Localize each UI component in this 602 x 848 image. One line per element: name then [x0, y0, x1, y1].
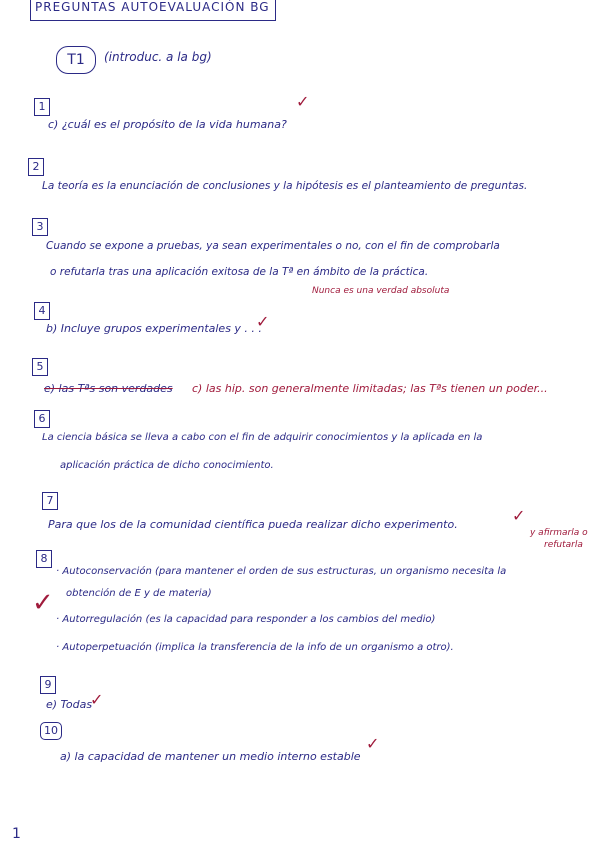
answer-line: a) la capacidad de mantener un medio interno estable [60, 750, 361, 763]
check-mark-icon: ✓ [366, 734, 380, 753]
answer-line: Para que los de la comunidad científica pueda realizar dicho experimento. [48, 518, 458, 531]
answer-line: La ciencia básica se lleva a cabo con el fin de adquirir conocimientos y la aplicada en la [42, 432, 483, 443]
question-number: 6 [34, 410, 50, 428]
page-title: PREGUNTAS AUTOEVALUACIÓN BG [30, 0, 276, 21]
question-number: 3 [32, 218, 48, 236]
check-mark-icon: ✓ [32, 588, 54, 618]
check-mark-icon: ✓ [256, 312, 270, 331]
topic-label: (introduc. a la bg) [104, 50, 212, 64]
answer-line: e) Todas [46, 698, 93, 711]
answer-line: Cuando se expone a pruebas, ya sean experimentales o no, con el fin de comprobarla [46, 240, 500, 252]
correction-note: Nunca es una verdad absoluta [312, 286, 450, 296]
topic-badge: T1 [56, 46, 96, 74]
answer-line: La teoría es la enunciación de conclusiones y la hipótesis es el planteamiento de preguntas. [42, 180, 528, 192]
question-number: 4 [34, 302, 50, 320]
question-number: 1 [34, 98, 50, 116]
answer-line: aplicación práctica de dicho conocimiento. [60, 460, 274, 471]
page-number: 1 [12, 826, 21, 842]
answer-line: · Autoconservación (para mantener el orden de sus estructuras, un organismo necesita la [56, 566, 507, 577]
question-number: 5 [32, 358, 48, 376]
question-number: 10 [40, 722, 62, 740]
question-number: 2 [28, 158, 44, 176]
check-mark-icon: ✓ [296, 92, 310, 111]
question-number: 7 [42, 492, 58, 510]
question-number: 8 [36, 550, 52, 568]
answer-line: c) ¿cuál es el propósito de la vida humana? [48, 118, 287, 131]
check-mark-icon: ✓ [90, 690, 104, 709]
answer-line: · Autoperpetuación (implica la transferencia de la info de un organismo a otro). [56, 642, 454, 653]
answer-line: o refutarla tras una aplicación exitosa de la Tª en ámbito de la práctica. [50, 266, 429, 278]
correction-note: y afirmarla o [530, 528, 588, 538]
answer-line: · Autorregulación (es la capacidad para responder a los cambios del medio) [56, 614, 436, 625]
question-number: 9 [40, 676, 56, 694]
answer-line: b) Incluye grupos experimentales y . . . [46, 322, 262, 335]
check-mark-icon: ✓ [512, 506, 526, 525]
correction-note: refutarla [544, 540, 583, 550]
struck-answer: e) las Tªs son verdades [44, 382, 173, 395]
correction-note: c) las hip. son generalmente limitadas; las Tªs tienen un poder... [192, 382, 548, 395]
answer-line: obtención de E y de materia) [66, 588, 212, 599]
